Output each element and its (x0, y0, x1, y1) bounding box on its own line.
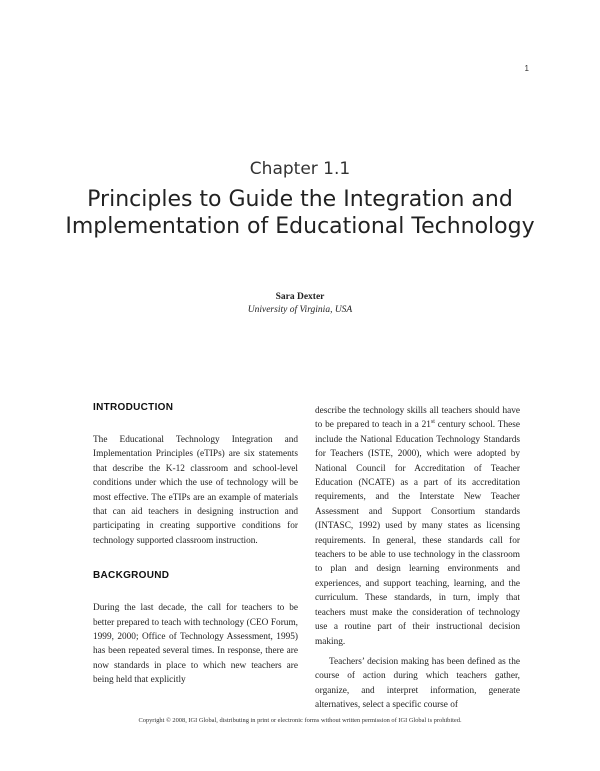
introduction-heading: INTRODUCTION (93, 402, 174, 413)
chapter-label: Chapter 1.1 (249, 159, 351, 179)
background-paragraph: During the last decade, the call for teachers to be better prepared to teach with technology (CEO Forum, 1999, 2000; Office of Technology Assessment, 1995) has been repeated several times. In response, there are now standards in place to which new teachers are being held that explicitly (93, 603, 298, 686)
right-column (315, 404, 520, 713)
author-name: Sara Dexter (275, 292, 325, 302)
introduction-paragraph: The Educational Technology Integration and Implementation Principles (eTIPs) are six statements that describe the K-12 classroom and school-level conditions under which the use of technology will be most effective. The eTIPs are an example of materials that can aid teachers in designing instruction and participating in creating supportive conditions for technology supported classroom instruction. (93, 435, 298, 546)
copyright-notice: Copyright © 2008, IGI Global, distributing in print or electronic forms without written permission of IGI Global is prohibited. (138, 717, 462, 724)
ordinal-superscript: st (430, 419, 435, 426)
author-affiliation: University of Virginia, USA (247, 305, 353, 315)
standards-paragraph (315, 404, 520, 649)
chapter-title: Principles to Guide the Integration and Implementation of Educational Technology (65, 187, 535, 239)
standards-text-rest: century school. These include the National Education Technology Standards for Teachers (ISTE, 2000), which were adopted by National Council for Accreditation of Teacher Education (NCATE) as a part of its accreditation requirements, and the Interstate New Teacher Assessment and Support Consortium standards (INTASC, 1992) used by many states as licensing requirements. In general, these standards call for teachers to be able to use technology in the classroom to plan and design learning environments and experiences, and support teaching, learning, and the curriculum. These standards, in turn, imply that teachers must make the consideration of technology use a routine part of their instructional decision making. (315, 420, 520, 647)
decision-making-paragraph: Teachers’ decision making has been defined as the course of action during which teachers gather, organize, and interpret information, generate alternatives, select a specific course of (315, 656, 520, 711)
background-heading: BACKGROUND (93, 570, 170, 582)
standards-text-start: describe the technology skills all teachers should have to be prepared to teach in a 21 (315, 406, 520, 431)
left-column (93, 402, 298, 688)
page-number: 1 (524, 64, 529, 73)
